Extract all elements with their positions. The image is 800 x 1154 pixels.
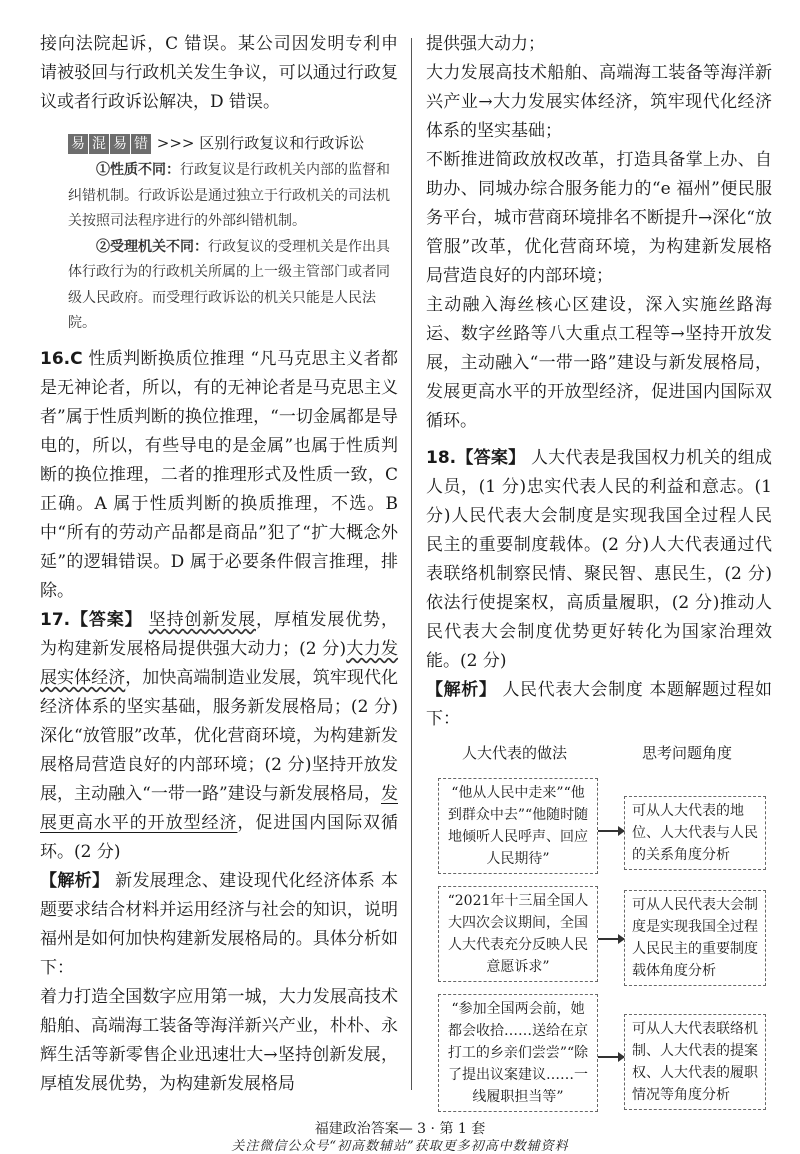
analysis-line: 不断推进简政放权改革，打造具备掌上办、自助办、同城办综合服务能力的“e 福州”便民服务平台，城市营商环境排名不断提升→深化“放管服”改革，优化营商环境，为构建新发展格局营造良好的内部环境； [426, 150, 772, 286]
analysis-text: 新发展理念、建设现代化经济体系 本题要求结合材料并运用经济与社会的知识，说明福州是如何加快构建新发展格局的。具体分析如下： [40, 870, 399, 978]
flow-angle-box: 可从人大代表的地位、人大代表与人民的关系角度分析 [624, 796, 766, 870]
right-column [426, 30, 772, 1128]
tip-heading: >>> 区别行政复议和行政诉讼 [156, 134, 365, 152]
question-18-analysis [426, 676, 772, 734]
answer-text: ，厚植发展优势，为构建新发展格局提供强大动力；(2 分) [40, 609, 399, 659]
tip-tag: 混 [89, 134, 109, 154]
question-17-number: 17. [40, 609, 71, 630]
tip-tag: 易 [110, 134, 130, 154]
question-18-answer [426, 444, 772, 676]
flow-practice-box: “参加全国两会前，她都会收拾……送给在京打工的乡亲们尝尝”“除了提出议案建议……一线履职担当等” [438, 994, 598, 1112]
question-17-analysis [40, 867, 398, 983]
analysis-text: 人民代表大会制度 本题解题过程如下： [426, 680, 772, 729]
question-16 [40, 345, 398, 606]
question-16-number: 16.C [40, 348, 83, 369]
flow-arrow [598, 938, 624, 940]
left-column [40, 30, 398, 1099]
analysis-line: 提供强大动力； [426, 34, 545, 54]
tip-point-1-label: ①性质不同： [96, 162, 180, 178]
flow-angle-box: 可从人民代表大会制度是实现我国全过程人民民主的重要制度载体角度分析 [624, 890, 766, 986]
tip-point-2-text: 行政复议的受理机关是作出具体行政行为的行政机关所属的上一级主管部门或者同级人民政府。而受理行政诉讼的机关只能是人民法院。 [68, 238, 390, 331]
analysis-line: 主动融入海丝核心区建设，深入实施丝路海运、数字丝路等八大重点工程等→坚持开放发展，主动融入“一带一路”建设与新发展格局，发展更高水平的开放型经济，促进国内国际双循环。 [426, 295, 772, 431]
answer-label: 【答案】 [70, 609, 143, 630]
flow-angle-box: 可从人大代表联络机制、人大代表的提案权、人大代表的履职情况等角度分析 [624, 1014, 766, 1110]
flow-practice-box: “2021年十三届全国人大四次会议期间，全国人大代表充分反映人民意愿诉求” [438, 886, 598, 982]
answer-keypoint: 大力发展实体经济 [40, 638, 399, 688]
answer-text: ，促进国内国际双循环。(2 分) [40, 812, 399, 862]
tip-point-1 [68, 158, 398, 235]
column-divider [411, 38, 412, 1090]
question-18-number: 18. [426, 448, 457, 468]
answer-label: 【答案】 [456, 448, 526, 468]
flow-practice-box: “他从人民中走来”“他到群众中去”“他随时随地倾听人民呼声、回应人民期待” [438, 778, 598, 874]
intro-paragraph: 接向法院起诉，C 错误。某公司因发明专利申请被驳回与行政机关发生争议，可以通过行政复议或者行政诉讼解决，D 错误。 [40, 34, 398, 112]
analysis-flowchart [426, 738, 772, 1128]
tip-point-2-label: ②受理机关不同： [96, 238, 208, 255]
footer-note: 关注微信公众号“初高数辅站”获取更多初高中数辅资料 [231, 1139, 569, 1154]
answer-text: 人大代表是我国权力机关的组成人员，(1 分)忠实代表人民的利益和意志。(1 分)人民代表大会制度是实现我国全过程人民民主的重要制度载体。(2 分)人大代表通过代表联络机制察民情、聚民智、惠民生，(2 分)依法行使提案权，高质量履职，(2 分)推动人民代表大会制度优势更好转化为国家治理效能。(2 分) [426, 448, 773, 671]
page-footer: 福建政治答案— 3 · 第 1 套 [314, 1121, 486, 1137]
flow-arrow [598, 1056, 624, 1058]
tip-box [68, 128, 398, 337]
tip-tag: 错 [131, 134, 151, 154]
flow-header-left: 人大代表的做法 [462, 744, 568, 762]
analysis-label: 【解析】 [40, 870, 110, 891]
tip-point-1-text: 行政复议是行政机关内部的监督和纠错机制。行政诉讼是通过独立于行政机关的司法机关按照司法程序进行的外部纠错机制。 [68, 162, 390, 229]
answer-text: ，加快高端制造业发展，筑牢现代化经济体系的坚实基础，服务新发展格局；(2 分)深化“放管服”改革，优化营商环境，为构建新发展格局营造良好的内部环境；(2 分)坚持开放发展，主动融入“一带一路”建设与新发展格局， [40, 667, 398, 804]
question-17-answer [40, 606, 398, 867]
tip-point-2 [68, 235, 398, 337]
answer-keypoint: 发展更高水平的开放型经济 [40, 783, 398, 833]
analysis-continued: 着力打造全国数字应用第一城，大力发展高技术船舶、高端海工装备等海洋新兴产业，朴朴、永辉生活等新零售企业迅速壮大→坚持创新发展，厚植发展优势，为构建新发展格局 [40, 986, 398, 1094]
analysis-line: 大力发展高技术船舶、高端海工装备等海洋新兴产业→大力发展实体经济，筑牢现代化经济体系的坚实基础； [426, 63, 772, 141]
flow-arrow [598, 830, 624, 832]
flow-header-right: 思考问题角度 [642, 744, 733, 762]
tip-box-title [68, 128, 398, 158]
tip-tag: 易 [68, 134, 88, 154]
analysis-label: 【解析】 [426, 680, 497, 700]
answer-keypoint: 坚持创新发展 [148, 609, 256, 630]
question-16-text: 性质判断换质位推理 “凡马克思主义者都是无神论者，所以，有的无神论者是马克思主义者”属于性质判断的换位推理，“一切金属都是导电的，所以，有些导电的是金属”也属于性质判断的换位推理，二者的推理形式及性质一致，C 正确。A 属于性质判断的换质推理，不选。B 中“所有的劳动产品都是商品”犯了“扩大概念外延”的逻辑错误。D 属于必要条件假言推理，排除。 [40, 348, 398, 601]
